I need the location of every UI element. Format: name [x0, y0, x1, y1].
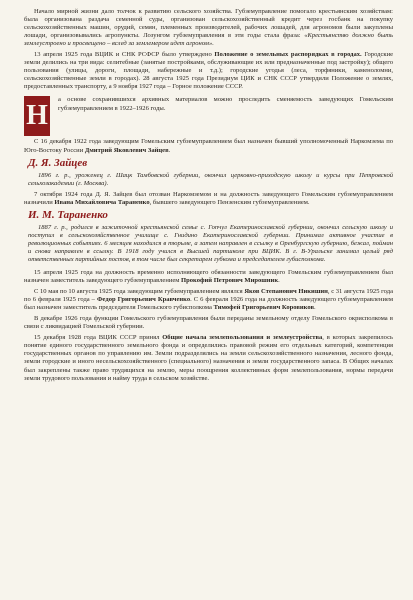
paragraph-general-principles: [24, 334, 393, 382]
taranenko-bio: 1887 г. р., родился в зажиточной крестьянской семье с. Гопчул Екатеринославской губернии, окончил сельскую школу и поступил в сельскохозяйственное училище с. Гнидино Екатеринославской губернии. Принимал активное участие в революционных событиях. 6 месяцев находился в тюрьме, а затем направлен в ссылку в Оренбургскую губернию, бежал, пойман и снова направлен в ссылку. В 1918 году учился в Высшей партшколе при ВЦИК. В г. В-Уральске занимал целый ряд ответственных партийных постов, в том числе был секретарем губкома и председателем губисполкома.: [28, 223, 393, 263]
paragraph-text: , в которых закрепилось понятие единого государственного земельного фонда и определились правовой режим его отдельных категорий, компетенция государственных органов по управлению им. Земли подразделялись на земли сельскохозяйственного назначения, лесного фонда, земли городские и иного несельскохозяйственного (специального) назначения и земли государственного запаса. В Общих началах был закреплены также право трудящихся на землю, меры поощрения коллективных форм землепользования, нормы передачи земли трудового пользования и найму труда в сельском хозяйстве.: [24, 334, 394, 382]
drop-cap: Н: [24, 96, 50, 136]
person-name: Яков Степанович Никишин: [244, 288, 328, 296]
paragraph-text: .: [314, 304, 316, 312]
person-name: Тимофей Григорьевич Коровиков: [213, 304, 315, 312]
person-name: Прокофий Петрович Мирошник: [181, 277, 279, 285]
paragraph-miroshnik: [24, 269, 393, 285]
paragraph-zaitsev-appointment: [24, 138, 393, 154]
paragraph-text: 15 декабря 1928 года ВЦИК СССР принял: [34, 334, 163, 342]
paragraph-successors: [24, 288, 393, 312]
zaitsev-heading: Д. Я. Зайцев: [28, 156, 88, 169]
regulation-title: Положение о земельных распорядках в городах.: [214, 51, 362, 59]
paragraph-text: Городские земли делились на три вида: селитебные (занятые постройками, обслуживающие их или предназначенные под застройку); общего пользования (улицы, дороги, площади, набережные и т.д.); городские угодья (леса, торфяники, каменоломни, сельскохозяйственные земли в городах). 28 августа 1925 года Президиум ЦИК и СНК СССР утвердили Положение о землях, предоставленных транспорту, а 9 ноября 1927 года – Горное положение СССР.: [24, 51, 393, 91]
paragraph-text: Начало мирной жизни дало толчок к развитию сельского хозяйства. Губземуправление помогало крестьянским хозяйствам: была организована раздача семенной суды, организован сельскохозяйственный кредит через госбанк на покупку сельскохозяйственных машин, орудий, семян, племенных производителей, рабочих лошадей, для агрономов были закуплены лошади, организовывались агропункты. Лозунгом губземуправления в эти годы стала фраза:: [24, 8, 393, 40]
paragraph-text: С 16 декабря 1922 года заведующим Гомельским губземуправлением был назначен бывший уполномоченный Наркомзема по Юго-Востоку России: [24, 138, 393, 154]
slogan-quote: «Крестьянство должно быть землеустроено и просвещено – вслед за землемером идет агроном».: [24, 32, 393, 48]
paragraph-text: 7 октября 1924 года Д. Я. Зайцев был отозван Наркомземом и на должность заведующего Гомельским губземуправлением назначили: [24, 190, 393, 206]
person-name: Ивана Михайловича Тараненко: [54, 198, 150, 206]
paragraph-text: , с 31 августа 1925 года по 6 февраля 1925 года –: [24, 288, 393, 304]
paragraph-text: .: [278, 277, 280, 285]
paragraph-land-regulations: [24, 51, 393, 91]
paragraph-agriculture: [24, 8, 393, 48]
archive-callout: [24, 96, 393, 138]
zaitsev-bio: 1896 г. р., уроженец г. Шацк Тамбовской губернии, окончил церковно-приходскую школу и курсы при Петровской сельхозакадемии (г. Москва).: [28, 171, 393, 187]
law-title: Общие начала землепользования и землеустройства: [162, 334, 323, 342]
paragraph-text: 13 апреля 1925 года ВЦИК и СНК РСФСР было утверждено: [34, 51, 215, 59]
person-name: Дмитрий Яковлевич Зайцев: [84, 146, 169, 154]
paragraph-text: 15 апреля 1925 года на должность временно исполняющего обязанности заведующего Гомельским губземуправлением был назначен заместитель заведующего губземуправлением: [24, 268, 393, 285]
paragraph-text: , бывшего заведующего Пензенским губземуправлением.: [149, 198, 310, 206]
paragraph-text: С 10 мая по 10 августа 1925 года заведующим губземуправлением являлся: [34, 288, 245, 296]
person-name: Федор Григорьевич Кравченко: [96, 296, 191, 304]
callout-text: а основе сохранившихся архивных материалов можно проследить сменяемость заведующих Гомельским губземуправлением в 1922–1926 годы.: [58, 96, 393, 112]
paragraph-text: .: [168, 146, 171, 154]
paragraph-text: . С 6 февраля 1926 года на должность заведующего губземуправлением был назначен заместитель председателя Гомельского губисполкома: [24, 296, 394, 312]
taranenko-heading: И. М. Тараненко: [28, 208, 108, 221]
paragraph-liquidation: В декабре 1926 года функции Гомельского губземуправления были переданы земельному отделу Гомельского окрисполкома в связи с ликвидацией Гомельской губернии.: [24, 315, 393, 331]
paragraph-taranenko-appointment: [24, 191, 393, 207]
